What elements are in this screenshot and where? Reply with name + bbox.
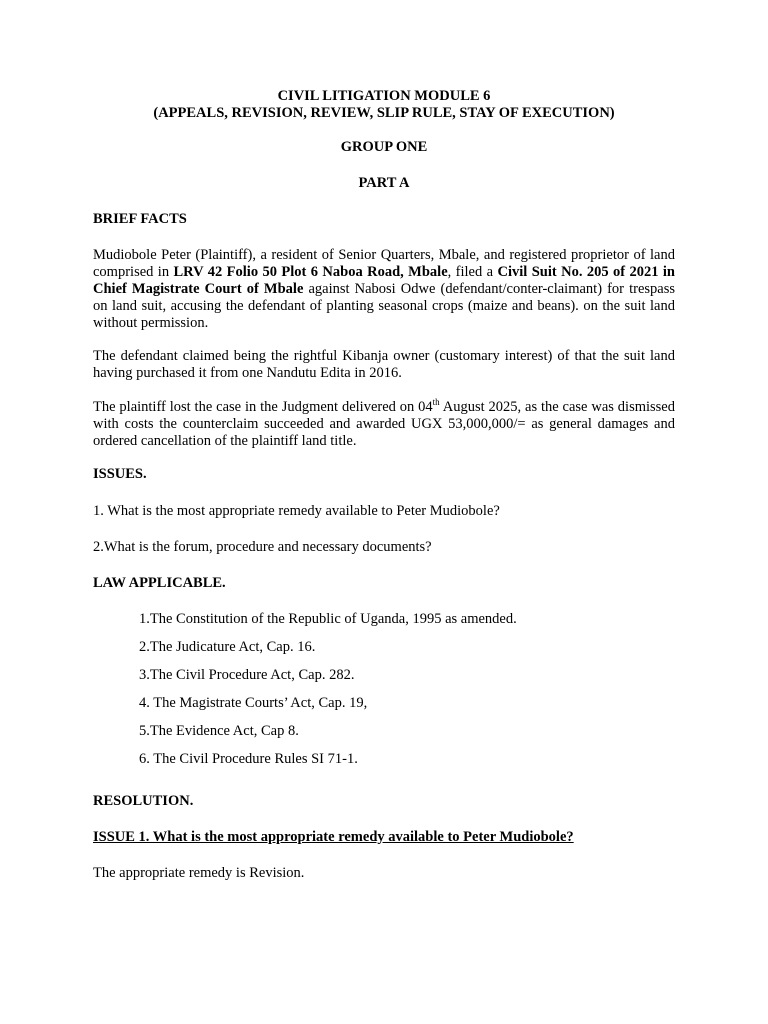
law-item-6: 6. The Civil Procedure Rules SI 71-1.: [139, 751, 358, 767]
law-item-1: 1.The Constitution of the Republic of Uganda, 1995 as amended.: [139, 611, 517, 627]
facts-text: against Nabosi Odwe (defendant/conter-claimant) for trespass on land suit, accusing the defendant of planting seasonal crops (maize and beans). on the suit land without permission.: [93, 281, 676, 331]
issues-heading: ISSUES.: [93, 466, 147, 482]
land-reference: LRV 42 Folio 50 Plot 6 Naboa Road, Mbale: [173, 264, 448, 280]
document-subtitle: (APPEALS, REVISION, REVIEW, SLIP RULE, STAY OF EXECUTION): [153, 105, 615, 121]
issue-item-1: 1. What is the most appropriate remedy available to Peter Mudiobole?: [93, 503, 500, 519]
part-heading: PART A: [358, 175, 410, 191]
issue-1-answer: The appropriate remedy is Revision.: [93, 865, 305, 881]
facts-text: Mudiobole Peter (Plaintiff), a resident of Senior Quarters, Mbale, and registered proprietor of land comprised in: [93, 247, 675, 280]
document-title: CIVIL LITIGATION MODULE 6: [277, 88, 491, 104]
law-applicable-heading: LAW APPLICABLE.: [93, 575, 226, 591]
brief-facts-heading: BRIEF FACTS: [93, 211, 187, 227]
group-heading: GROUP ONE: [340, 139, 428, 155]
resolution-heading: RESOLUTION.: [93, 793, 194, 809]
facts-text: The plaintiff lost the case in the Judgment delivered on 04: [93, 399, 433, 415]
facts-text: August 2025, as the case was dismissed with costs the counterclaim succeeded and awarded UGX 53,000,000/= as general damages and ordered cancellation of the plaintiff land title.: [93, 399, 675, 449]
ordinal-superscript: th: [432, 397, 440, 408]
brief-facts-paragraph-1: [93, 247, 675, 332]
issue-1-heading: ISSUE 1. What is the most appropriate remedy available to Peter Mudiobole?: [93, 829, 574, 845]
brief-facts-paragraph-2: The defendant claimed being the rightful Kibanja owner (customary interest) of that the suit land having purchased it from one Nandutu Edita in 2016.: [93, 348, 675, 381]
law-item-3: 3.The Civil Procedure Act, Cap. 282.: [139, 667, 355, 683]
brief-facts-paragraph-3: [93, 399, 675, 450]
facts-text: , filed a: [447, 264, 498, 280]
suit-reference: Civil Suit No. 205 of 2021 in Chief Magistrate Court of Mbale: [93, 264, 675, 297]
law-item-2: 2.The Judicature Act, Cap. 16.: [139, 639, 316, 655]
law-item-4: 4. The Magistrate Courts’ Act, Cap. 19,: [139, 695, 368, 711]
issue-item-2: 2.What is the forum, procedure and necessary documents?: [93, 539, 432, 555]
law-item-5: 5.The Evidence Act, Cap 8.: [139, 723, 299, 739]
